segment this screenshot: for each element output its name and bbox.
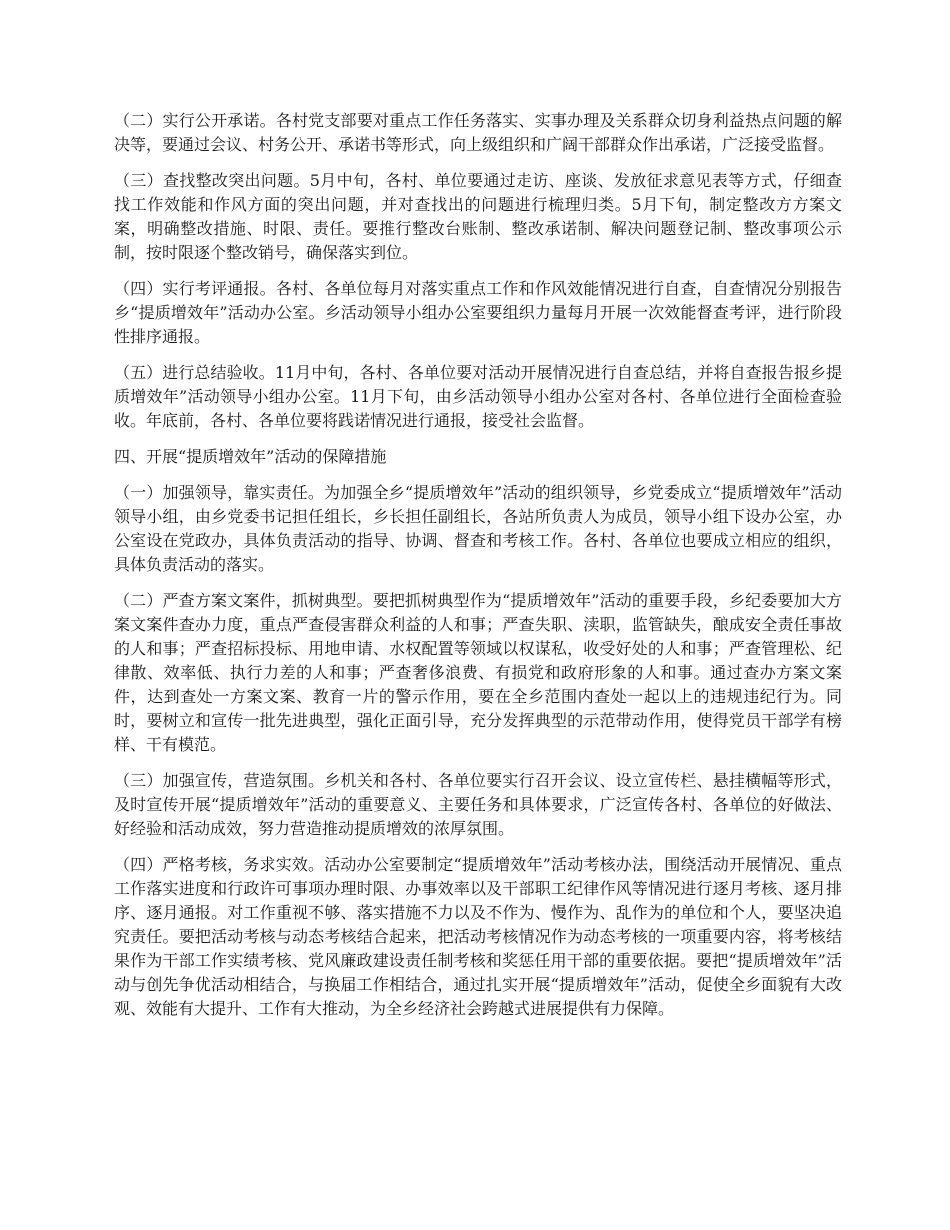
- paragraph-public-commitment: （二）实行公开承诺。各村党支部要对重点工作任务落实、实事办理及关系群众切身利益热点问题的解决等，要通过会议、村务公开、承诺书等形式，向上级组织和广阔干部群众作出承诺，广泛接受监督。: [114, 111, 842, 154]
- paragraph-strengthen-leadership: （一）加强领导，靠实责任。为加强全乡“提质增效年”活动的组织领导，乡党委成立“提质增效年”活动领导小组，由乡党委书记担任组长，乡长担任副组长，各站所负责人为成员，领导小组下设办公室，办公室设在党政办，具体负责活动的指导、协调、督查和考核工作。各村、各单位也要成立相应的组织，具体负责活动的落实。: [114, 483, 842, 574]
- section-heading-safeguards: 四、开展“提质增效年”活动的保障措施: [114, 447, 387, 466]
- paragraph-publicity: （三）加强宣传，营造氛围。乡机关和各村、各单位要实行召开会议、设立宣传栏、悬挂横幅等形式，及时宣传开展“提质增效年”活动的重要意义、主要任务和具体要求，广泛宣传各村、各单位的好做法、好经验和活动成效，努力营造推动提质增效的浓厚氛围。: [114, 771, 842, 838]
- paragraph-investigate-cases: （二）严查方案文案件，抓树典型。要把抓树典型作为“提质增效年”活动的重要手段，乡纪委要加大方案文案件查办力度，重点严查侵害群众利益的人和事；严查失职、渎职，监管缺失，酿成安全责任事故的人和事；严查招标投标、用地申请、水权配置等领域以权谋私，收受好处的人和事；严查管理松、纪律散、效率低、执行力差的人和事；严查奢侈浪费、有损党和政府形象的人和事。通过查办方案文案件，达到查处一方案文案、教育一片的警示作用，要在全乡范围内查处一起以上的违规违纪行为。同时，要树立和宣传一批先进典型，强化正面引导，充分发挥典型的示范带动作用，使得党员干部学有榜样、干有模范。: [114, 591, 842, 754]
- paragraph-rectify-problems: （三）查找整改突出问题。5月中旬，各村、单位要通过走访、座谈、发放征求意见表等方式，仔细查找工作效能和作风方面的突出问题，并对查找出的问题进行梳理归类。5月下旬，制定整改方方案文案，明确整改措施、时限、责任。要推行整改台账制、整改承诺制、解决问题登记制、整改事项公示制，按时限逐个整改销号，确保落实到位。: [114, 171, 842, 262]
- paragraph-evaluation-report: （四）实行考评通报。各村、各单位每月对落实重点工作和作风效能情况进行自查，自查情况分别报告乡“提质增效年”活动办公室。乡活动领导小组办公室要组织力量每月开展一次效能督查考评，进行阶段性排序通报。: [114, 279, 842, 346]
- paragraph-strict-assessment: （四）严格考核，务求实效。活动办公室要制定“提质增效年”活动考核办法，围绕活动开展情况、重点工作落实进度和行政许可事项办理时限、办事效率以及干部职工纪律作风等情况进行逐月考核、逐月排序、逐月通报。对工作重视不够、落实措施不力以及不作为、慢作为、乱作为的单位和个人，要坚决追究责任。要把活动考核与动态考核结合起来，把活动考核情况作为动态考核的一项重要内容，将考核结果作为干部工作实绩考核、党风廉政建设责任制考核和奖惩任用干部的重要依据。要把“提质增效年”活动与创先争优活动相结合，与换届工作相结合，通过扎实开展“提质增效年”活动，促使全乡面貌有大改观、效能有大提升、工作有大推动，为全乡经济社会跨越式进展提供有力保障。: [114, 855, 842, 1018]
- paragraph-summary-acceptance: （五）进行总结验收。11月中旬，各村、各单位要对活动开展情况进行自查总结，并将自查报告报乡提质增效年”活动领导小组办公室。11月下旬，由乡活动领导小组办公室对各村、各单位进行全面检查验收。年底前，各村、各单位要将践诺情况进行通报，接受社会监督。: [114, 363, 842, 430]
- document-body: [114, 109, 842, 1021]
